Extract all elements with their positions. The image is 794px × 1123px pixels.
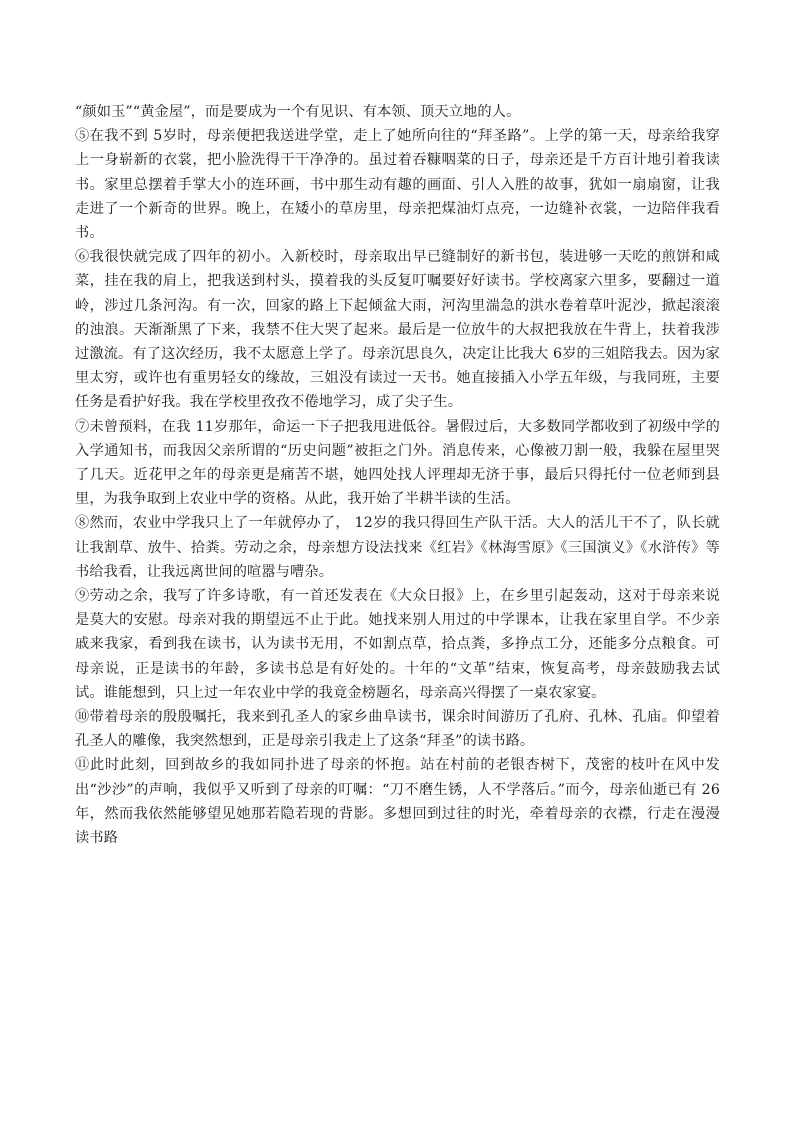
paragraph-10: ⑩带着母亲的殷殷嘱托，我来到孔圣人的家乡曲阜读书，课余时间游历了孔府、孔林、孔庙。仰望着孔圣人的雕像，我突然想到，正是母亲引我走上了这条“拜圣”的读书路。 [75,709,720,750]
essay-body [75,100,720,850]
paragraph-5: ⑤在我不到 5岁时，母亲便把我送进学堂，走上了她所向往的“拜圣路”。上学的第一天，母亲给我穿上一身崭新的衣裳，把小脸洗得干干净净的。虽过着吞糠咽菜的日子，母亲还是千方百计地引着我读书。家里总摆着手掌大小的连环画，书中那生动有趣的画面、引人入胜的故事，犹如一扇扇窗，让我走进了一个新奇的世界。晚上，在矮小的草房里，母亲把煤油灯点亮，一边缝补衣裳，一边陪伴我看书。 [75,128,720,242]
paragraph-11: ⑪此时此刻，回到故乡的我如同扑进了母亲的怀抱。站在村前的老银杏树下，茂密的枝叶在风中发出“沙沙”的声响，我似乎又听到了母亲的叮嘱：“刀不磨生锈，人不学落后。”而今，母亲仙逝已有 26年，然而我依然能够望见她那若隐若现的背影。多想回到过往的时光，牵着母亲的衣襟，行走在漫漫读书路 [75,757,720,847]
paragraph-4-end: “颜如玉”“黄金屋”，而是要成为一个有见识、有本领、顶天立地的人。 [75,104,521,120]
paragraph-8: ⑧然而，农业中学我只上了一年就停办了， 12岁的我只得回生产队干活。大人的活儿干不了，队长就让我割草、放牛、拾粪。劳动之余，母亲想方设法找来《红岩》《林海雪原》《三国演义》《水浒传》等书给我看，让我远离世间的喧嚣与嘈杂。 [75,515,720,580]
paragraph-9: ⑨劳动之余，我写了许多诗歌，有一首还发表在《大众日报》上，在乡里引起轰动，这对于母亲来说是莫大的安慰。母亲对我的期望远不止于此。她找来别人用过的中学课本，让我在家里自学。不少亲戚来我家，看到我在读书，认为读书无用，不如割点草，拾点粪，多挣点工分，还能多分点粮食。可母亲说，正是读书的年龄，多读书总是有好处的。十年的“文革”结束，恢复高考，母亲鼓励我去试试。谁能想到，只上过一年农业中学的我竟金榜题名，母亲高兴得摆了一桌农家宴。 [75,588,720,701]
paragraph-7: ⑦未曾预料，在我 11岁那年，命运一下子把我甩进低谷。暑假过后，大多数同学都收到了初级中学的入学通知书，而我因父亲所谓的“历史问题”被拒之门外。消息传来，心像被刀割一般，我躲在屋里哭了几天。近花甲之年的母亲更是痛苦不堪，她四处找人评理却无济于事，最后只得托付一位老师到县里，为我争取到上农业中学的资格。从此，我开始了半耕半读的生活。 [75,418,720,508]
paragraph-6: ⑥我很快就完成了四年的初小。入新校时，母亲取出早已缝制好的新书包，装进够一天吃的煎饼和咸菜，挂在我的肩上，把我送到村头，摸着我的头反复叮嘱要好好读书。学校离家六里多，要翻过一道岭，涉过几条河沟。有一次，回家的路上下起倾盆大雨，河沟里湍急的洪水卷着草叶泥沙，掀起滚滚的浊浪。天渐渐黑了下来，我禁不住大哭了起来。最后是一位放牛的大叔把我放在牛背上，扶着我涉过激流。有了这次经历，我不太愿意上学了。母亲沉思良久，决定让比我大 6岁的三姐陪我去。因为家里太穷，或许也有重男轻女的缘故，三姐没有读过一天书。她直接插入小学五年级，与我同班，主要任务是看护好我。我在学校里孜孜不倦地学习，成了尖子生。 [75,249,720,411]
